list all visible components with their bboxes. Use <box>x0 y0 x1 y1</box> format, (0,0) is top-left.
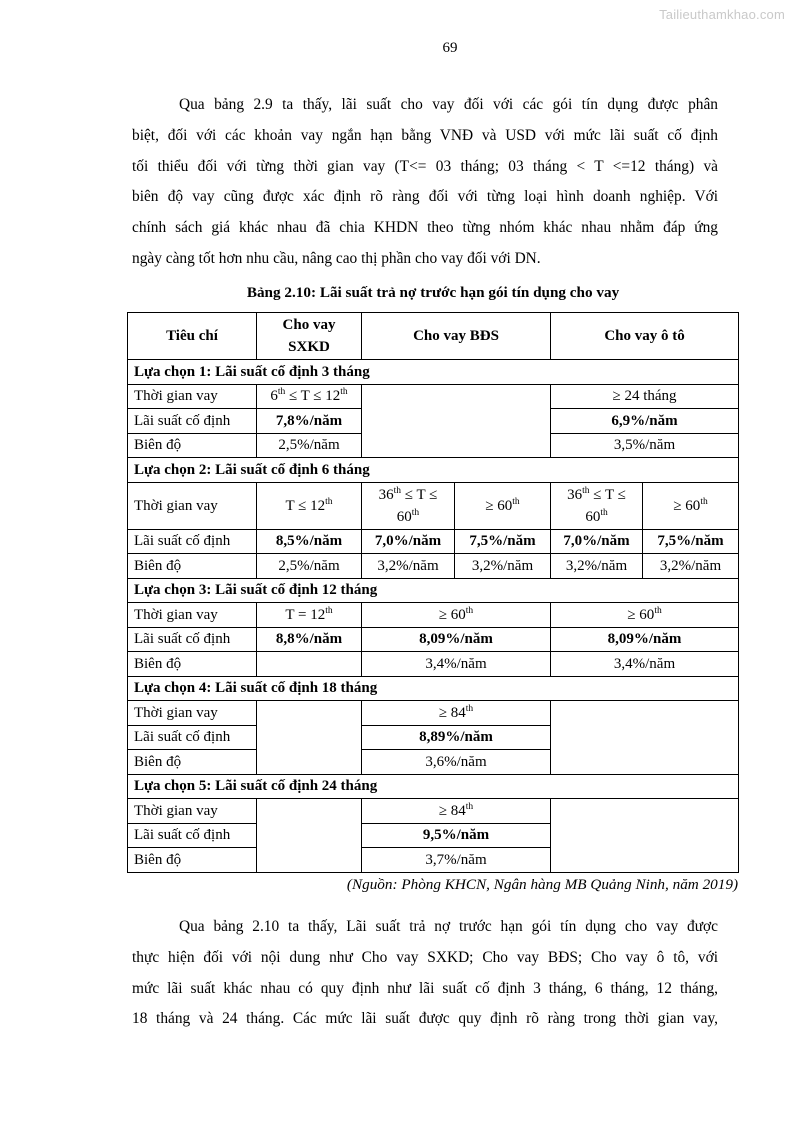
option-2-oto-a-rate: 7,0%/năm <box>551 529 643 554</box>
option-4-term-row <box>128 701 739 726</box>
option-4-bds-margin: 3,6%/năm <box>362 750 551 775</box>
option-1-title-row <box>128 360 739 385</box>
paragraph-1-line: biên độ vay cũng được xác định rõ ràng đối với từng loại hình doanh nghiệp. Với <box>132 188 718 206</box>
option-2-sxkd-rate: 8,5%/năm <box>257 529 362 554</box>
option-3-margin-row <box>128 652 739 677</box>
option-5-sxkd-empty <box>257 799 362 873</box>
row-label: Biên độ <box>128 848 257 873</box>
option-5-title-row <box>128 774 739 799</box>
option-2-bds-b-margin: 3,2%/năm <box>455 554 551 579</box>
option-3-sxkd-rate: 8,8%/năm <box>257 627 362 652</box>
option-3-title-row <box>128 578 739 603</box>
paragraph-2-line: Qua bảng 2.10 ta thấy, Lãi suất trả nợ trước hạn gói tín dụng cho vay được <box>179 918 718 935</box>
option-3-sxkd-term: T = 12th <box>257 603 362 628</box>
option-4-sxkd-empty <box>257 701 362 775</box>
paragraph-1-line: chính sách giá khác nhau đã chia KHDN theo từng nhóm khác nhau nhằm đáp ứng <box>132 219 718 237</box>
option-3-oto-margin: 3,4%/năm <box>551 652 739 677</box>
option-2-oto-b-rate: 7,5%/năm <box>643 529 739 554</box>
row-label: Thời gian vay <box>128 482 257 529</box>
option-4-title-row <box>128 676 739 701</box>
option-2-bds-b-rate: 7,5%/năm <box>455 529 551 554</box>
option-2-term-row <box>128 482 739 529</box>
interest-rate-table <box>127 312 739 873</box>
option-1-title: Lựa chọn 1: Lãi suất cố định 3 tháng <box>128 360 739 385</box>
row-label: Lãi suất cố định <box>128 529 257 554</box>
paragraph-2 <box>132 912 718 1035</box>
header-oto: Cho vay ô tô <box>551 313 739 360</box>
option-5-title: Lựa chọn 5: Lãi suất cố định 24 tháng <box>128 774 739 799</box>
paragraph-1-line: biệt, đối với các khoản vay ngắn hạn bằng VNĐ và USD với mức lãi suất cố định <box>132 126 718 144</box>
option-2-title: Lựa chọn 2: Lãi suất cố định 6 tháng <box>128 458 739 483</box>
header-bds: Cho vay BĐS <box>362 313 551 360</box>
paragraph-2-line: mức lãi suất khác nhau có quy định như lãi suất cố định 3 tháng, 6 tháng, 12 tháng, <box>132 979 718 997</box>
option-1-oto-rate: 6,9%/năm <box>551 409 739 434</box>
option-5-oto-empty <box>551 799 739 873</box>
table-caption: Bảng 2.10: Lãi suất trả nợ trước hạn gói tín dụng cho vay <box>246 284 620 301</box>
option-3-title: Lựa chọn 3: Lãi suất cố định 12 tháng <box>128 578 739 603</box>
option-5-bds-term: ≥ 84th <box>362 799 551 824</box>
option-2-bds-a-margin: 3,2%/năm <box>362 554 455 579</box>
row-label: Thời gian vay <box>128 384 257 409</box>
table-source: (Nguồn: Phòng KHCN, Ngân hàng MB Quảng Ninh, năm 2019) <box>346 876 738 893</box>
row-label: Lãi suất cố định <box>128 627 257 652</box>
option-4-bds-term: ≥ 84th <box>362 701 551 726</box>
row-label: Lãi suất cố định <box>128 823 257 848</box>
row-label: Lãi suất cố định <box>128 725 257 750</box>
paragraph-2-line: 18 tháng và 24 tháng. Các mức lãi suất được quy định rõ ràng trong thời gian vay, <box>132 1010 718 1028</box>
option-3-oto-rate: 8,09%/năm <box>551 627 739 652</box>
option-4-title: Lựa chọn 4: Lãi suất cố định 18 tháng <box>128 676 739 701</box>
page-number: 69 <box>442 40 458 56</box>
row-label: Thời gian vay <box>128 701 257 726</box>
header-criteria: Tiêu chí <box>128 313 257 360</box>
option-3-bds-margin: 3,4%/năm <box>362 652 551 677</box>
option-3-bds-term: ≥ 60th <box>362 603 551 628</box>
paragraph-2-line: thực hiện đối với nội dung như Cho vay SXKD; Cho vay BĐS; Cho vay ô tô, với <box>132 948 718 966</box>
row-label: Lãi suất cố định <box>128 409 257 434</box>
option-1-oto-margin: 3,5%/năm <box>551 433 739 458</box>
option-2-oto-a-margin: 3,2%/năm <box>551 554 643 579</box>
option-2-sxkd-term: T ≤ 12th <box>257 482 362 529</box>
row-label: Biên độ <box>128 750 257 775</box>
option-3-term-row <box>128 603 739 628</box>
option-2-oto-a-term: 36th ≤ T ≤ 60th <box>551 482 643 529</box>
option-2-bds-a-rate: 7,0%/năm <box>362 529 455 554</box>
option-4-oto-empty <box>551 701 739 775</box>
option-2-bds-a-term: 36th ≤ T ≤ 60th <box>362 482 455 529</box>
option-1-sxkd-term: 6th ≤ T ≤ 12th <box>257 384 362 409</box>
option-2-bds-b-term: ≥ 60th <box>455 482 551 529</box>
option-3-oto-term: ≥ 60th <box>551 603 739 628</box>
header-row <box>128 313 739 360</box>
header-sxkd: Cho vay SXKD <box>257 313 362 360</box>
row-label: Thời gian vay <box>128 799 257 824</box>
option-5-term-row <box>128 799 739 824</box>
option-1-term-row <box>128 384 739 409</box>
row-label: Biên độ <box>128 554 257 579</box>
option-2-oto-b-margin: 3,2%/năm <box>643 554 739 579</box>
row-label: Thời gian vay <box>128 603 257 628</box>
option-1-sxkd-rate: 7,8%/năm <box>257 409 362 434</box>
option-5-bds-rate: 9,5%/năm <box>362 823 551 848</box>
option-4-bds-rate: 8,89%/năm <box>362 725 551 750</box>
option-2-oto-b-term: ≥ 60th <box>643 482 739 529</box>
row-label: Biên độ <box>128 433 257 458</box>
option-1-oto-term: ≥ 24 tháng <box>551 384 739 409</box>
paragraph-1-line: ngày càng tốt hơn nhu cầu, nâng cao thị phần cho vay đối với DN. <box>132 249 541 267</box>
watermark: Tailieuthamkhao.com <box>659 7 785 22</box>
option-2-title-row <box>128 458 739 483</box>
paragraph-1-line: Qua bảng 2.9 ta thấy, lãi suất cho vay đối với các gói tín dụng được phân <box>179 96 718 113</box>
option-2-rate-row <box>128 529 739 554</box>
option-3-rate-row <box>128 627 739 652</box>
row-label: Biên độ <box>128 652 257 677</box>
paragraph-1 <box>132 90 718 275</box>
paragraph-1-line: tối thiểu đối với từng thời gian vay (T<= 03 tháng; 03 tháng < T <=12 tháng) và <box>132 157 718 175</box>
option-5-bds-margin: 3,7%/năm <box>362 848 551 873</box>
option-3-sxkd-margin-empty <box>257 652 362 677</box>
option-3-bds-rate: 8,09%/năm <box>362 627 551 652</box>
option-1-bds-empty <box>362 384 551 458</box>
option-2-margin-row <box>128 554 739 579</box>
option-1-sxkd-margin: 2,5%/năm <box>257 433 362 458</box>
option-2-sxkd-margin: 2,5%/năm <box>257 554 362 579</box>
